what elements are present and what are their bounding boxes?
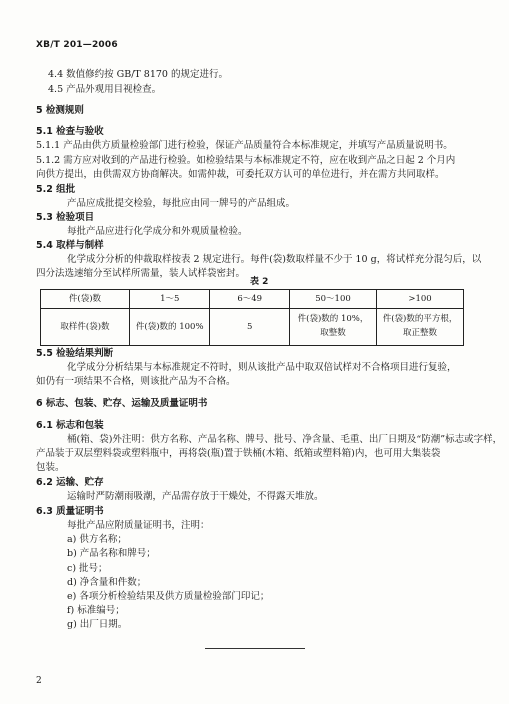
section-5-heading: 5 检测规则: [36, 105, 84, 116]
clause-5-5-line2: 如仍有一项结果不合格，则该批产品为不合格。: [36, 376, 236, 387]
list-item-e: e) 各项分析检验结果及供方质量检验部门印记；: [67, 591, 270, 602]
section-6-2-heading: 6.2 运输、贮存: [36, 477, 104, 488]
table-cell: 件(袋)数的 10%， 取整数: [289, 309, 376, 346]
clause-5-3-text: 每批产品应进行化学成分和外观质量检验。: [67, 226, 248, 237]
list-item-d: d) 净含量和件数；: [67, 577, 147, 588]
clause-6-3-text: 每批产品应附质量证明书，注明：: [67, 520, 210, 531]
clause-5-4-line1: 化学成分分析的仲裁取样按表 2 规定进行。每件(袋)数取样量不少于 10 g，将试样充分混匀后，以: [67, 254, 482, 265]
table-header-cell: 1～5: [129, 290, 210, 309]
section-6-heading: 6 标志、包装、贮存、运输及质量证明书: [36, 398, 208, 409]
list-item-a: a) 供方名称；: [67, 534, 127, 545]
clause-5-2-text: 产品应成批提交检验，每批应由同一牌号的产品组成。: [67, 198, 296, 209]
table-header-cell: 件(袋)数: [41, 290, 130, 309]
table-row: [41, 309, 464, 346]
list-item-g: g) 出厂日期。: [67, 619, 128, 630]
table-cell: 件(袋)数的平方根， 取正整数: [377, 309, 464, 346]
list-item-c: c) 批号；: [67, 563, 108, 574]
section-5-3-heading: 5.3 检验项目: [36, 212, 95, 223]
clause-4-5: 4.5 产品外观用目视检查。: [48, 84, 162, 95]
table-row: [41, 290, 464, 309]
clause-6-1-line1: 桶(箱、袋)外注明：供方名称、产品名称、牌号、批号、净含量、毛重、出厂日期及“防潮”标志或字样，: [67, 434, 503, 445]
table-header-cell: >100: [377, 290, 464, 309]
clause-6-1-line2: 产品装于双层塑料袋或塑料瓶中，再将袋(瓶)置于铁桶(木箱、纸箱或塑料箱)内，也可用大集装袋: [36, 448, 441, 459]
clause-6-2-text: 运输时严防潮雨吸潮，产品需存放于干燥处，不得露天堆放。: [67, 491, 324, 502]
table-caption: 表 2: [250, 277, 269, 287]
section-5-5-heading: 5.5 检验结果判断: [36, 348, 114, 359]
end-rule: [205, 648, 305, 649]
standard-code-header: XB/T 201—2006: [36, 40, 118, 50]
table-cell: 件(袋)数的 100%: [129, 309, 210, 346]
clause-6-1-line3: 包装。: [36, 462, 65, 473]
section-6-1-heading: 6.1 标志和包装: [36, 420, 104, 431]
list-item-f: f) 标准编号；: [67, 605, 125, 616]
section-5-2-heading: 5.2 组批: [36, 184, 76, 195]
table-header-cell: 6～49: [210, 290, 289, 309]
page-number: 2: [36, 676, 42, 686]
clause-5-5-line1: 化学成分分析结果与本标准规定不符时，则从该批产品中取双倍试样对不合格项目进行复验，: [67, 362, 457, 373]
clause-5-4-line2: 四分法选速缩分至试样所需量，装人试样袋密封。: [36, 268, 246, 279]
section-5-4-heading: 5.4 取样与制样: [36, 240, 104, 251]
clause-4-4: 4.4 数值修约按 GB/T 8170 的规定进行。: [48, 69, 228, 80]
list-item-b: b) 产品名称和牌号；: [67, 548, 156, 559]
table-row-label: 取样件(袋)数: [41, 309, 130, 346]
section-5-1-heading: 5.1 检查与验收: [36, 126, 104, 137]
table-header-cell: 50～100: [289, 290, 376, 309]
section-6-3-heading: 6.3 质量证明书: [36, 506, 104, 517]
clause-5-1-2-line2: 向供方提出，由供需双方协商解决。如需仲裁，可委托双方认可的单位进行，并在需方共同取样。: [36, 169, 445, 180]
clause-5-1-2-line1: 5.1.2 需方应对收到的产品进行检验。如检验结果与本标准规定不符，应在收到产品之日起 2 个月内: [36, 155, 456, 166]
sampling-table: [40, 289, 464, 346]
clause-5-1-1: 5.1.1 产品由供方质量检验部门进行检验，保证产品质量符合本标准规定，并填写产品质量说明书。: [36, 140, 453, 151]
table-cell: 5: [210, 309, 289, 346]
